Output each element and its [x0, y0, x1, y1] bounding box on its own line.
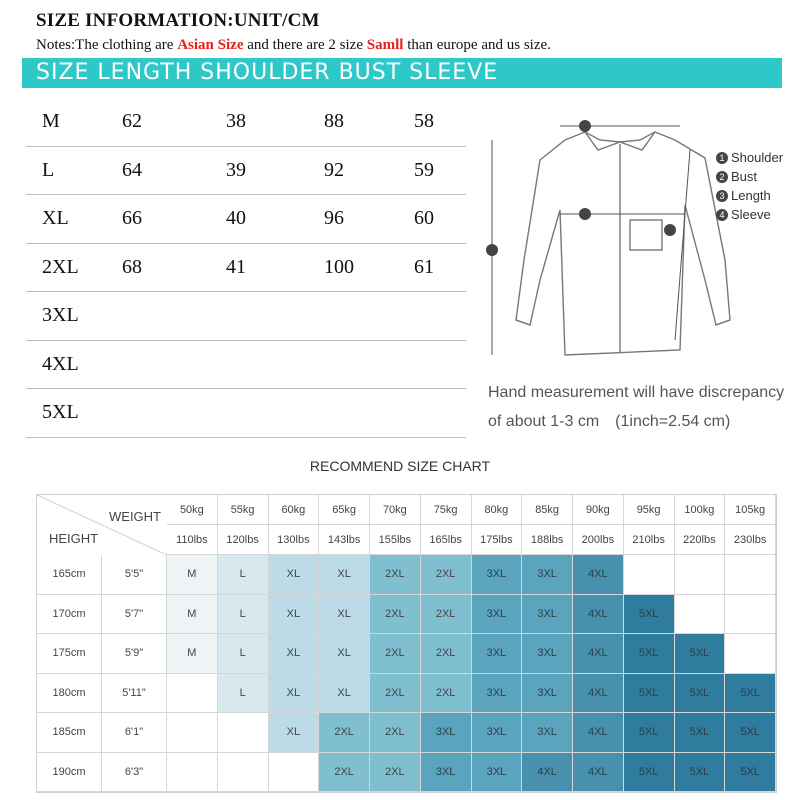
weight-kg-header: 65kg: [319, 495, 370, 525]
size-cell: 2XL: [421, 595, 472, 635]
size-cell: 5XL: [624, 713, 675, 753]
size-cell: 2XL: [370, 595, 421, 635]
size-row: [26, 244, 466, 293]
size-cell: 3XL: [472, 713, 523, 753]
size-cell: [725, 634, 776, 674]
weight-kg-header: 55kg: [218, 495, 269, 525]
size-cell: 3XL: [522, 713, 573, 753]
size-info-title: SIZE INFORMATION:UNIT/CM: [36, 10, 320, 31]
size-cell: L: [218, 634, 269, 674]
size-cell: [624, 555, 675, 595]
size-cell: 3XL: [421, 713, 472, 753]
size-value: 68: [122, 255, 142, 278]
size-cell: M: [167, 555, 218, 595]
size-cell: 3XL: [522, 674, 573, 714]
size-cell: 3XL: [472, 595, 523, 635]
size-cell: 3XL: [522, 595, 573, 635]
size-value: 59: [414, 158, 434, 181]
column-header-band: [22, 58, 782, 88]
weight-label: WEIGHT: [109, 509, 161, 524]
weight-lbs-header: 130lbs: [269, 525, 320, 555]
size-cell: 2XL: [319, 753, 370, 793]
size-value: 39: [226, 158, 246, 181]
weight-lbs-header: 120lbs: [218, 525, 269, 555]
height-ft-cell: 5'5": [102, 555, 167, 595]
size-cell: [725, 555, 776, 595]
notes-asian-size: Asian Size: [177, 37, 244, 53]
notes-suffix: than europe and us size.: [403, 37, 551, 53]
weight-kg-header: 85kg: [522, 495, 573, 525]
height-ft-cell: 5'9": [102, 634, 167, 674]
weight-kg-header: 80kg: [472, 495, 523, 525]
weight-kg-header: 50kg: [167, 495, 218, 525]
size-cell: 4XL: [573, 713, 624, 753]
size-value: 64: [122, 158, 142, 181]
size-cell: 2XL: [319, 713, 370, 753]
size-value: 96: [324, 207, 344, 229]
size-cell: 2XL: [421, 674, 472, 714]
size-value: 60: [414, 207, 434, 229]
size-value: 40: [226, 207, 246, 229]
size-cell: 2XL: [421, 634, 472, 674]
weight-lbs-header: 155lbs: [370, 525, 421, 555]
size-cell: 4XL: [573, 634, 624, 674]
size-value: 38: [226, 110, 246, 132]
weight-kg-header: 95kg: [624, 495, 675, 525]
size-cell: 2XL: [370, 555, 421, 595]
legend-label: Sleeve: [731, 207, 771, 222]
size-cell: [218, 753, 269, 793]
size-cell: [167, 753, 218, 793]
size-cell: 2XL: [370, 753, 421, 793]
size-cell: 5XL: [675, 713, 726, 753]
size-cell: 3XL: [472, 674, 523, 714]
size-value: 62: [122, 110, 142, 132]
height-cm-cell: 165cm: [37, 555, 102, 595]
size-notes: [36, 37, 551, 54]
header-diagonal-divider: [37, 495, 167, 555]
diagram-legend: [716, 150, 783, 226]
size-row: [26, 389, 466, 438]
legend-number-icon: 4: [716, 209, 728, 221]
size-cell: 2XL: [370, 674, 421, 714]
size-cell: [675, 595, 726, 635]
size-cell: XL: [269, 555, 320, 595]
height-cm-cell: 190cm: [37, 753, 102, 793]
column-header-text: SIZE LENGTH SHOULDER BUST SLEEVE: [36, 60, 499, 85]
size-cell: XL: [269, 634, 320, 674]
size-cell: [218, 713, 269, 753]
size-measurement-table: [26, 98, 466, 438]
weight-lbs-header: 165lbs: [421, 525, 472, 555]
notes-mid: and there are 2 size: [243, 37, 367, 53]
size-cell: L: [218, 595, 269, 635]
size-row: [26, 341, 466, 390]
legend-number-icon: 2: [716, 171, 728, 183]
size-cell: 5XL: [675, 753, 726, 793]
size-cell: XL: [319, 674, 370, 714]
weight-kg-header: 75kg: [421, 495, 472, 525]
height-ft-cell: 6'1": [102, 713, 167, 753]
weight-lbs-header: 210lbs: [624, 525, 675, 555]
size-label: 2XL: [42, 255, 79, 278]
size-cell: L: [218, 555, 269, 595]
size-value: 61: [414, 255, 434, 278]
recommend-size-chart: [36, 494, 777, 793]
size-cell: XL: [319, 634, 370, 674]
weight-kg-header: 100kg: [675, 495, 726, 525]
size-label: M: [42, 110, 60, 132]
size-cell: 5XL: [624, 595, 675, 635]
legend-label: Bust: [731, 169, 758, 184]
height-ft-cell: 6'3": [102, 753, 167, 793]
size-cell: L: [218, 674, 269, 714]
height-cm-cell: 170cm: [37, 595, 102, 635]
size-label: XL: [42, 207, 69, 229]
size-cell: 3XL: [522, 555, 573, 595]
size-value: 58: [414, 110, 434, 132]
size-cell: XL: [269, 674, 320, 714]
size-value: 88: [324, 110, 344, 132]
weight-kg-header: 70kg: [370, 495, 421, 525]
size-cell: 4XL: [573, 753, 624, 793]
size-cell: XL: [319, 595, 370, 635]
notes-prefix: Notes:The clothing are: [36, 37, 178, 53]
size-cell: XL: [269, 713, 320, 753]
size-cell: 5XL: [624, 634, 675, 674]
size-label: 4XL: [42, 352, 79, 375]
size-cell: M: [167, 595, 218, 635]
size-label: L: [42, 158, 55, 181]
size-cell: 4XL: [573, 595, 624, 635]
size-value: 92: [324, 158, 344, 181]
weight-lbs-header: 220lbs: [675, 525, 726, 555]
legend-item: [716, 169, 783, 188]
size-cell: 3XL: [522, 634, 573, 674]
size-cell: 5XL: [624, 753, 675, 793]
size-row: [26, 292, 466, 341]
size-cell: 3XL: [472, 753, 523, 793]
size-cell: 2XL: [370, 713, 421, 753]
size-cell: 5XL: [675, 674, 726, 714]
legend-item: [716, 188, 783, 207]
legend-number-icon: 1: [716, 152, 728, 164]
size-cell: 3XL: [421, 753, 472, 793]
height-cm-cell: 185cm: [37, 713, 102, 753]
shirt-measurement-diagram: [480, 110, 800, 370]
size-cell: 4XL: [573, 674, 624, 714]
size-cell: [167, 674, 218, 714]
size-label: 5XL: [42, 401, 79, 423]
size-cell: 5XL: [725, 713, 776, 753]
size-value: 66: [122, 207, 142, 229]
size-cell: [167, 713, 218, 753]
size-cell: XL: [269, 595, 320, 635]
size-cell: 4XL: [522, 753, 573, 793]
size-cell: 4XL: [573, 555, 624, 595]
height-ft-cell: 5'11": [102, 674, 167, 714]
size-cell: 2XL: [370, 634, 421, 674]
weight-lbs-header: 175lbs: [472, 525, 523, 555]
measurement-note: Hand measurement will have discrepancy of about 1-3 cm (1inch=2.54 cm): [488, 384, 785, 430]
size-cell: [725, 595, 776, 635]
weight-kg-header: 105kg: [725, 495, 776, 525]
size-cell: 3XL: [472, 634, 523, 674]
height-cm-cell: 180cm: [37, 674, 102, 714]
size-cell: XL: [319, 555, 370, 595]
legend-item: [716, 150, 783, 169]
height-cm-cell: 175cm: [37, 634, 102, 674]
size-row: [26, 98, 466, 147]
size-cell: 3XL: [472, 555, 523, 595]
legend-label: Shoulder: [731, 150, 784, 165]
size-cell: 5XL: [624, 674, 675, 714]
size-row: [26, 147, 466, 196]
size-cell: 5XL: [725, 753, 776, 793]
size-cell: [675, 555, 726, 595]
size-value: 41: [226, 255, 246, 278]
size-row: [26, 195, 466, 244]
size-cell: 5XL: [725, 674, 776, 714]
size-cell: 5XL: [675, 634, 726, 674]
weight-lbs-header: 230lbs: [725, 525, 776, 555]
height-label: HEIGHT: [49, 531, 99, 546]
weight-kg-header: 60kg: [269, 495, 320, 525]
size-cell: 2XL: [421, 555, 472, 595]
height-ft-cell: 5'7": [102, 595, 167, 635]
weight-lbs-header: 200lbs: [573, 525, 624, 555]
size-cell: M: [167, 634, 218, 674]
size-label: 3XL: [42, 304, 79, 326]
notes-small: Samll: [366, 37, 404, 53]
size-cell: [269, 753, 320, 793]
weight-kg-header: 90kg: [573, 495, 624, 525]
weight-lbs-header: 110lbs: [167, 525, 218, 555]
legend-label: Length: [731, 188, 771, 203]
weight-lbs-header: 188lbs: [522, 525, 573, 555]
legend-number-icon: 3: [716, 190, 728, 202]
size-value: 100: [324, 255, 354, 278]
recommend-chart-title: RECOMMEND SIZE CHART: [309, 458, 491, 474]
weight-lbs-header: 143lbs: [319, 525, 370, 555]
legend-item: [716, 207, 783, 226]
